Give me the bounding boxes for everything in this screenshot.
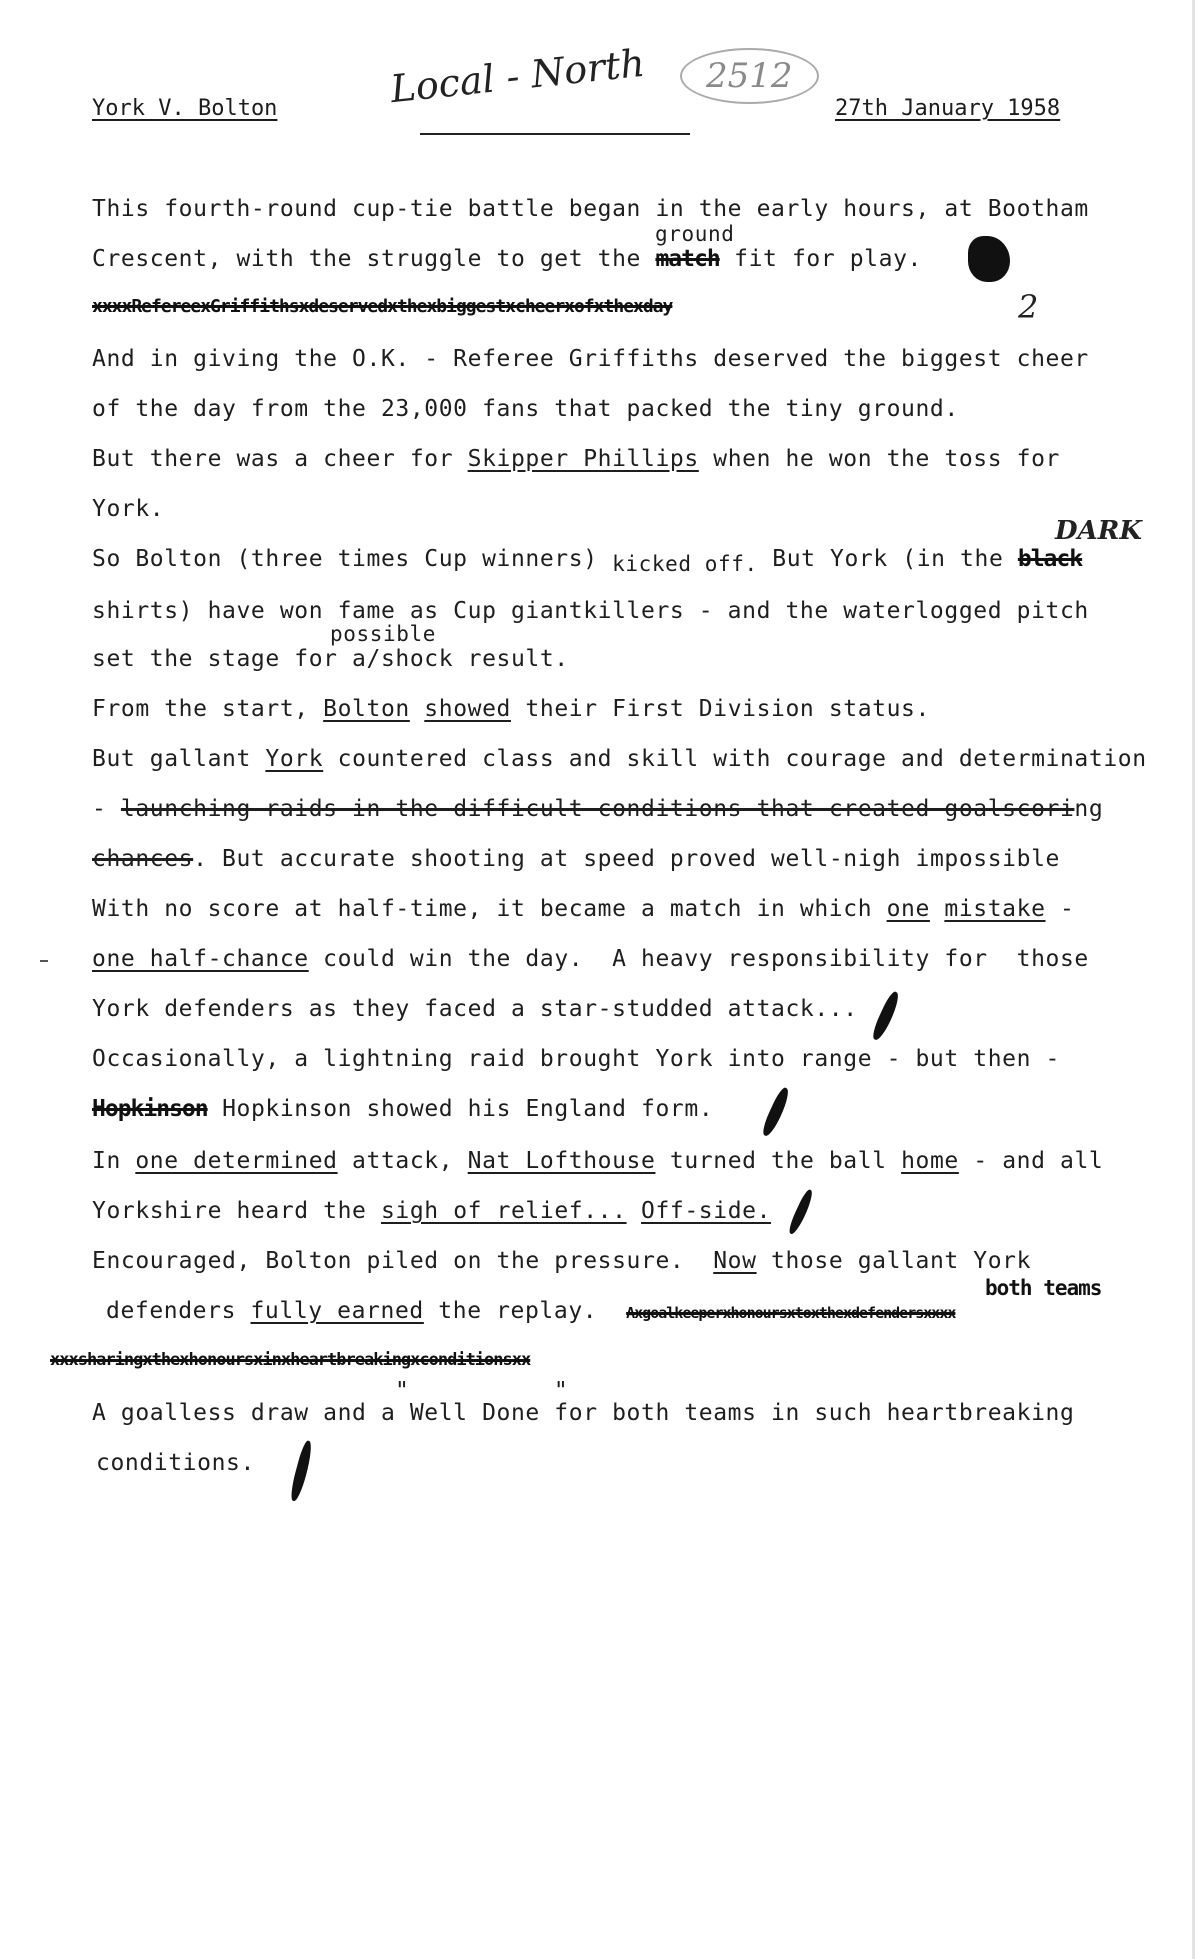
text-line-7: York. [92,496,165,522]
text-line-16: one half-chance could win the day. A heavy responsibility for those [92,946,1089,972]
handwritten-dark: DARK [1055,516,1142,546]
header-date: 27th January 1958 [835,96,1061,121]
text-line-8: So Bolton (three times Cup winners) kicked off. But York (in the black [92,546,1083,576]
inserted-word: ground [655,222,735,246]
inserted-both-teams: both teams [985,1276,1102,1300]
text-line-23: defenders fully earned the replay. Axgoalkeeperxhonoursxtoxthexdefendersxxxx [106,1298,956,1324]
text-line-25: A goalless draw and a Well Done for both teams in such heartbreaking [92,1400,1075,1426]
ink-stroke [288,1440,315,1503]
text-line-13: - launching raids in the difficult conditions that created goalscoring [92,796,1104,822]
text-line-1: This fourth-round cup-tie battle began in the early hours, at Bootham [92,196,1089,222]
text-line-12: But gallant York countered class and skill with courage and determination [92,746,1147,772]
right-edge-line [1192,0,1195,1959]
annotation-underline [420,133,690,135]
circled-number: 2512 [680,48,819,104]
ditto-marks: " " [395,1378,569,1404]
text-line-22: Encouraged, Bolton piled on the pressure. Now those gallant York [92,1248,1032,1274]
inserted-word-possible: possible [330,622,436,646]
text-line-14: chances. But accurate shooting at speed proved well-nigh impossible [92,846,1060,872]
text-line-15: With no score at half-time, it became a match in which one mistake - [92,896,1075,922]
handwritten-annotation: Local - North [388,40,647,112]
text-line-11: From the start, Bolton showed their First Division status. [92,696,930,722]
text-line-20: In one determined attack, Nat Lofthouse turned the ball home - and all [92,1148,1104,1174]
text-line-21: Yorkshire heard the sigh of relief... Off-side. [92,1198,772,1224]
struck-line-24: xxxsharingxthexhonoursxinxheartbreakingxconditionsxx [50,1350,531,1370]
margin-mark: 2 [1018,288,1039,326]
header-title: York V. Bolton [92,96,278,121]
text-line-19: Hopkinson Hopkinson showed his England form. [92,1096,714,1122]
ink-blot [968,236,1010,282]
text-line-26: conditions. [96,1450,255,1476]
text-line-6: But there was a cheer for Skipper Phillips when he won the toss for [92,446,1060,472]
text-line-4: And in giving the O.K. - Referee Griffiths deserved the biggest cheer [92,346,1089,372]
text-line-5: of the day from the 23,000 fans that packed the tiny ground. [92,396,959,422]
ink-stroke [786,1188,815,1236]
text-line-18: Occasionally, a lightning raid brought York into range - but then - [92,1046,1060,1072]
text-line-2: Crescent, with the struggle to get the match fit for play. [92,246,922,272]
struck-line-3: xxxxRefereexGriffithsxdeservedxthexbiggestxcheerxofxthexday [92,296,673,317]
ink-stroke [870,990,903,1042]
text-line-17: York defenders as they faced a star-studded attack... [92,996,858,1022]
margin-dash [40,960,48,962]
text-line-10: set the stage for a/shock result. [92,646,569,672]
text-line-9: shirts) have won fame as Cup giantkillers - and the waterlogged pitch [92,598,1089,624]
ink-stroke [760,1086,793,1138]
